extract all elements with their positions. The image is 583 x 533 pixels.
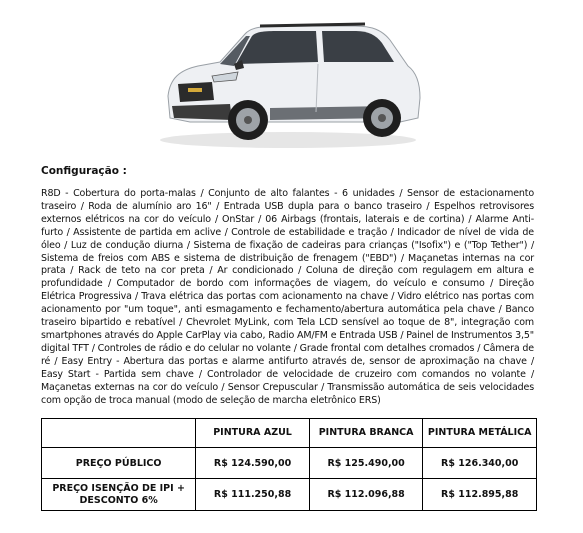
price-table-header-row — [42, 419, 537, 448]
header-empty-cell — [42, 419, 196, 448]
header-pintura-azul: PINTURA AZUL — [196, 419, 310, 448]
header-pintura-branca: PINTURA BRANCA — [309, 419, 423, 448]
configuration-description: R8D - Cobertura do porta-malas / Conjunto de alto falantes - 6 unidades / Sensor de estacionamento traseiro / Roda de alumínio aro 16" / Entrada USB dupla para o banco traseiro / Espelhos retrovisores externos elétricos na cor do veículo / OnStar / 06 Airbags (frontais, laterais e de cortina) / Alarme Anti-furto / Assistente de partida em aclive / Controle de estabilidade e tração / Indicador de nível de vida de óleo / Luz de condução diurna / Sistema de fixação de cadeiras para crianças ("Isofix") e ("Top Tether") / Sistema de freios com ABS e sistema de distribuição de frenagem ("EBD") / Maçanetas internas na cor prata / Rack de teto na cor preta / Ar condicionado / Coluna de direção com regulagem em altura e profundidade / Computador de bordo com informações de viagem, do veículo e consumo / Direção Elétrica Progressiva / Trava elétrica das portas com acionamento na chave / Vidro elétrico nas portas com acionamento por "um toque", anti esmagamento e fechamento/abertura automática pela chave / Banco traseiro bipartido e rebatível / Chevrolet MyLink, com Tela LCD sensível ao toque de 8", integração com smartphones através do Apple CarPlay via cabo, Radio AM/FM e Entrada USB / Painel de Instrumentos 3,5" digital TFT / Controles de rádio e do celular no volante / Grade frontal com detalhes cromados / Câmera de ré / Easy Entry - Abertura das portas e alarme antifurto através de, sensor de aproximação na chave / Easy Start - Partida sem chave / Controlador de velocidade de cruzeiro com comandos no volante / Maçanetas externas na cor do veículo / Sensor Crepuscular / Transmissão automática de seis velocidades com opção de troca manual (modo de seleção de marcha eletrônico ERS) — [41, 188, 534, 406]
price-cell: R$ 125.490,00 — [309, 448, 423, 479]
table-row — [42, 479, 537, 511]
header-pintura-metalica: PINTURA METÁLICA — [423, 419, 537, 448]
price-cell: R$ 112.895,88 — [423, 479, 537, 511]
row-label-preco-publico: PREÇO PÚBLICO — [42, 448, 196, 479]
price-cell: R$ 124.590,00 — [196, 448, 310, 479]
table-row — [42, 448, 537, 479]
price-cell: R$ 112.096,88 — [309, 479, 423, 511]
row-label-preco-isencao: PREÇO ISENÇÃO DE IPI + DESCONTO 6% — [42, 479, 196, 511]
car-image — [150, 8, 425, 150]
price-table — [41, 418, 537, 511]
suv-illustration — [150, 8, 425, 150]
price-cell: R$ 126.340,00 — [423, 448, 537, 479]
price-cell: R$ 111.250,88 — [196, 479, 310, 511]
configuration-heading: Configuração : — [41, 165, 127, 177]
